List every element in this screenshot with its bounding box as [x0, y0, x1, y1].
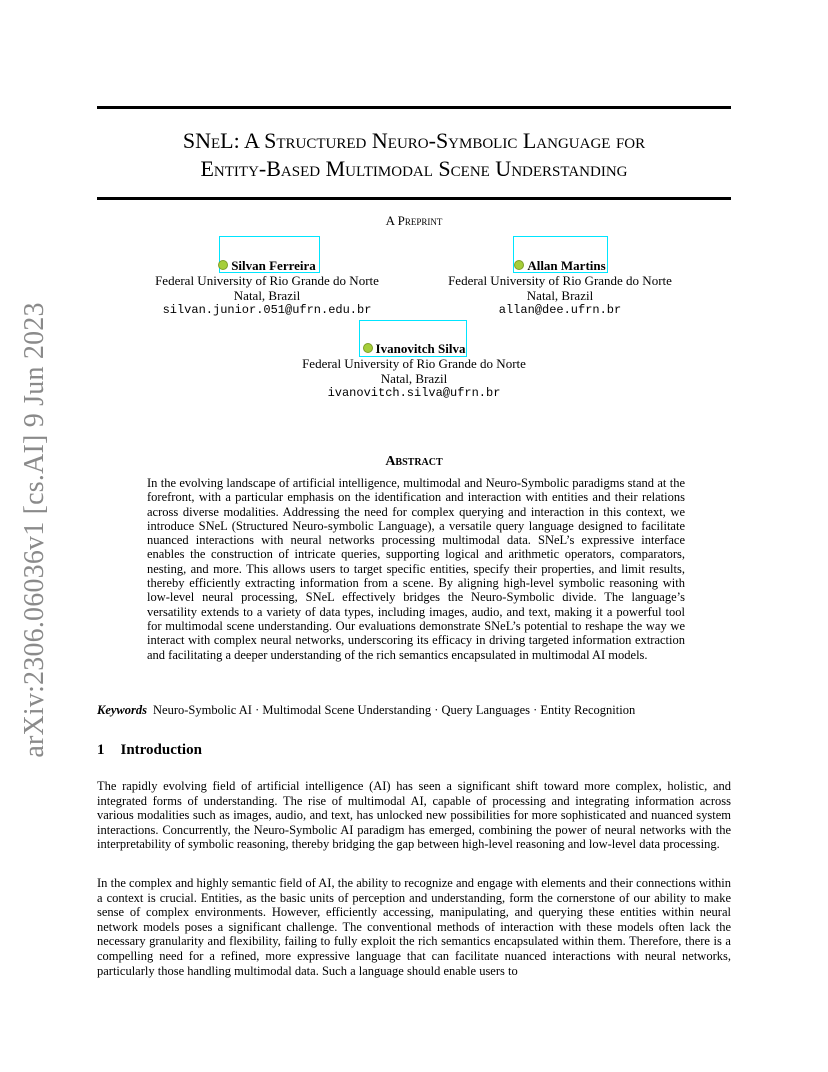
abstract-heading: Abstract — [385, 454, 443, 469]
orcid-icon[interactable] — [363, 343, 373, 353]
preprint-label: A Preprint — [385, 213, 443, 228]
keywords-line — [97, 703, 737, 718]
keywords-text: Neuro-Symbolic AI · Multimodal Scene Understanding · Query Languages · Entity Recognition — [153, 703, 636, 717]
author-affiliation: Federal University of Rio Grande do Norte — [155, 273, 379, 288]
title-rule-top — [97, 106, 731, 109]
arxiv-sidebar — [19, 302, 50, 758]
author-affiliation: Federal University of Rio Grande do Norte — [302, 356, 526, 371]
author-block — [433, 258, 687, 318]
author-affiliation: Federal University of Rio Grande do Norte — [448, 273, 672, 288]
author-email[interactable]: silvan.junior.051@ufrn.edu.br — [162, 303, 372, 317]
section-title: Introduction — [120, 742, 202, 758]
author-location: Natal, Brazil — [380, 371, 448, 386]
title-line-2: Entity-Based Multimodal Scene Understanding — [200, 156, 628, 181]
abstract-text: In the evolving landscape of artificial intelligence, multimodal and Neuro-Symbolic paradigms stand at the forefront, with a particular emphasis on the identification and interaction with entities and their relations across diverse modalities. Addressing the need for complex querying and interaction in this context, we introduce SNeL (Structured Neuro-symbolic Language), a versatile query language designed to facilitate nuanced interactions with neural networks processing multimodal data. SNeL’s expressive interface enables the construction of intricate queries, supporting logical and arithmetic operators, comparators, nesting, and more. This allows users to target specific entities, specify their properties, and limit results, thereby efficiently extracting information from a scene. By aligning high-level symbolic reasoning with low-level neural processing, SNeL effectively bridges the Neuro-Symbolic divide. The language’s versatility extends to a variety of data types, including images, audio, and text, making it a powerful tool for multimodal scene understanding. Our evaluations demonstrate SNeL’s potential to reshape the way we interact with complex neural networks, underscoring its efficacy in driving targeted information extraction and facilitating a deeper understanding of the rich semantics encapsulated in multimodal AI models. — [147, 476, 685, 662]
paper-title — [97, 127, 731, 183]
author-location: Natal, Brazil — [233, 288, 301, 303]
title-line-1: SNeL: A Structured Neuro-Symbolic Language for — [182, 128, 646, 153]
section-number: 1 — [97, 742, 105, 758]
orcid-icon[interactable] — [514, 260, 524, 270]
body-paragraph: In the complex and highly semantic field of AI, the ability to recognize and engage with elements and their connections within a context is crucial. Entities, as the basic units of perception and understanding, form the cornerstone of our ability to make sense of complex environments. However, efficiently accessing, manipulating, and querying these entities within neural network models poses a significant challenge. The conventional methods of interaction with these models often lack the necessary granularity and flexibility, failing to fully exploit the rich semantics encapsulated within them. Therefore, there is a compelling need for a refined, more expressive language that can facilitate nuanced interactions with neural networks, particularly those handling multimodal data. Such a language should enable users to — [97, 876, 731, 978]
author-email[interactable]: ivanovitch.silva@ufrn.br — [327, 386, 501, 400]
arxiv-identifier[interactable]: arXiv:2306.06036v1 [cs.AI] 9 Jun 2023 — [19, 302, 50, 758]
author-name[interactable]: Silvan Ferreira — [140, 258, 394, 273]
section-heading — [97, 742, 202, 759]
title-rule-bottom — [97, 197, 731, 200]
orcid-icon[interactable] — [218, 260, 228, 270]
body-paragraph: The rapidly evolving field of artificial intelligence (AI) has seen a significant shift toward more complex, holistic, and integrated forms of understanding. The rise of multimodal AI, capable of processing and integrating information across various modalities such as images, audio, and text, has unlocked new possibilities for more sophisticated and nuanced system interactions. Concurrently, the Neuro-Symbolic AI paradigm has emerged, combining the power of neural networks with the interpretability of symbolic reasoning, thereby bridging the gap between high-level reasoning and low-level data processing. — [97, 779, 731, 852]
author-block — [140, 258, 394, 318]
author-block — [287, 341, 541, 401]
author-name[interactable]: Ivanovitch Silva — [287, 341, 541, 356]
keywords-label: Keywords — [97, 703, 147, 717]
author-email[interactable]: allan@dee.ufrn.br — [498, 303, 622, 317]
author-location: Natal, Brazil — [526, 288, 594, 303]
author-name[interactable]: Allan Martins — [433, 258, 687, 273]
